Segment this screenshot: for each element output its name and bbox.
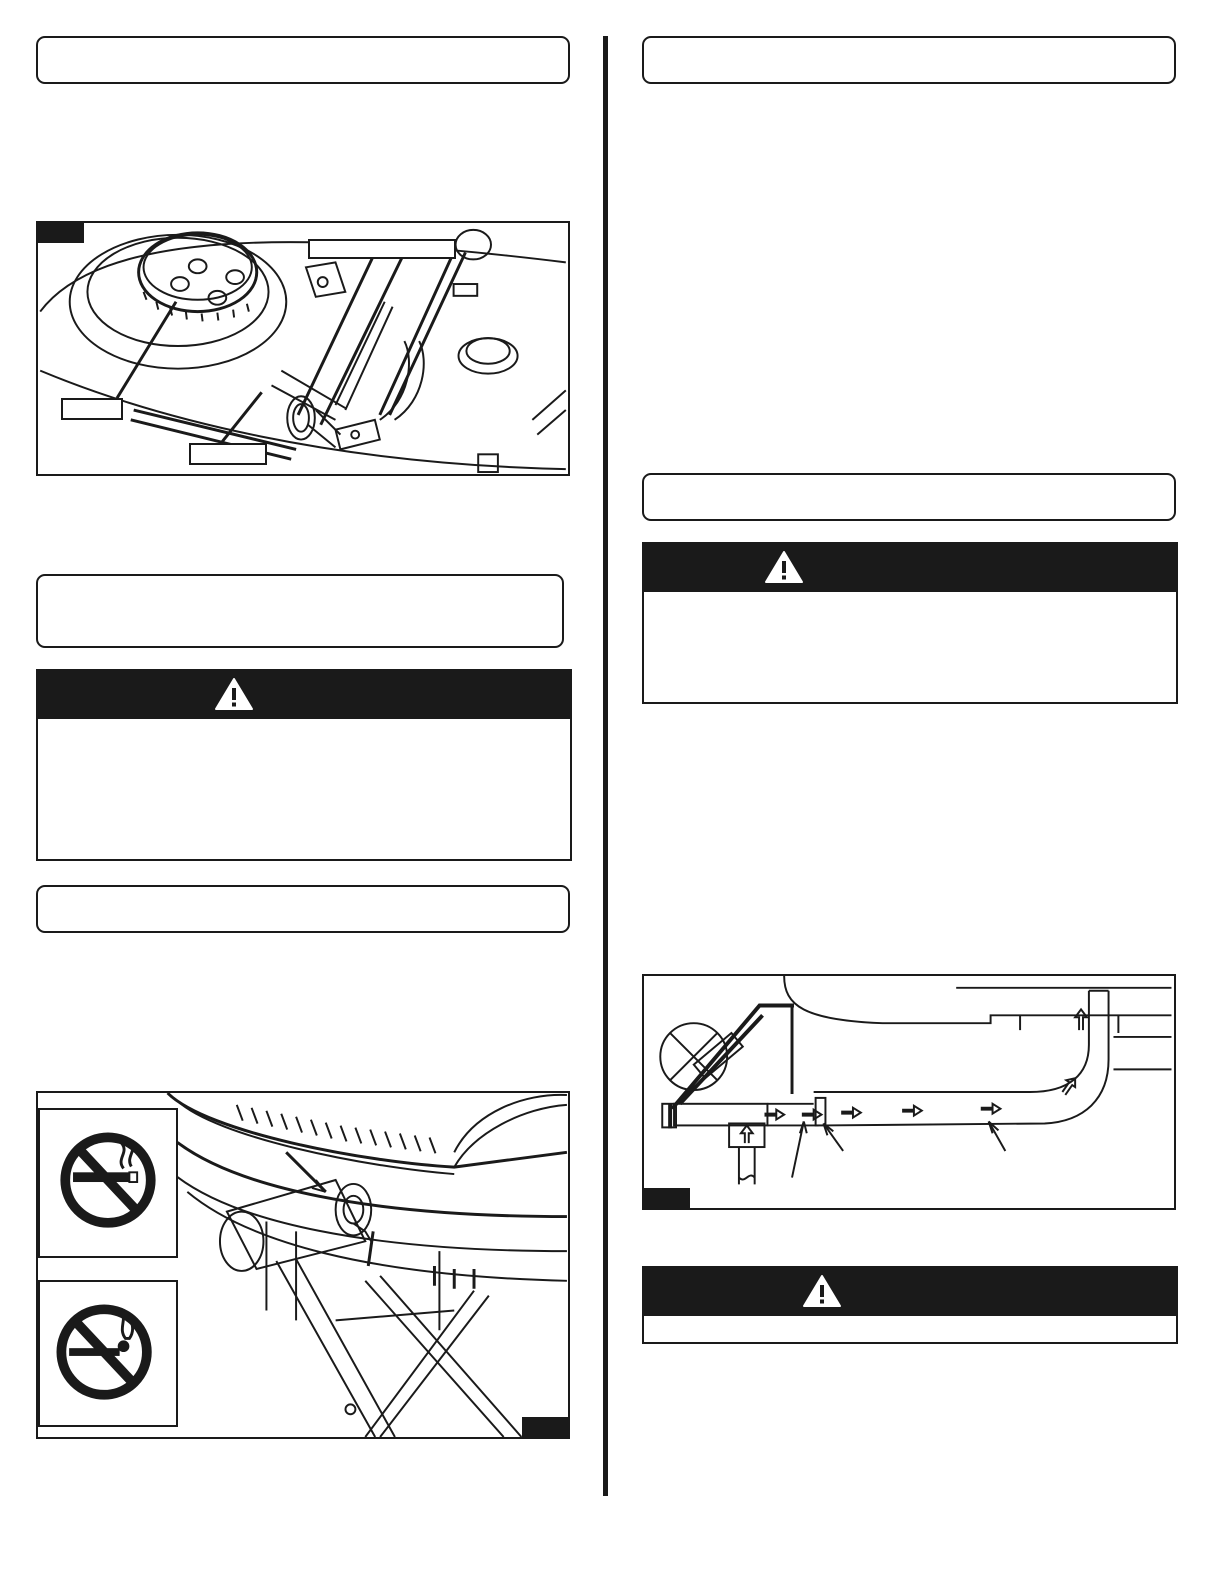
figure-gas-flow-diagram	[642, 974, 1176, 1210]
section-header-4	[642, 36, 1176, 84]
callout-label-burner	[61, 398, 123, 420]
figure-cylinder-connection	[36, 1091, 570, 1439]
section-header-5	[642, 473, 1176, 521]
callout-label-venturi	[189, 443, 267, 465]
gas-flow-illustration	[644, 976, 1174, 1208]
warning-box-2	[642, 542, 1178, 704]
callout-label-control-valve	[308, 239, 456, 259]
warning-triangle-icon	[214, 677, 254, 711]
warning-box-3	[642, 1266, 1178, 1344]
figure-1-tab	[38, 223, 84, 243]
figure-2-tab	[522, 1417, 568, 1437]
section-header-3	[36, 885, 570, 933]
no-open-flame-icon	[40, 1282, 176, 1425]
section-header-1	[36, 36, 570, 84]
no-smoking-symbol-box	[38, 1108, 178, 1258]
warning-box-3-banner	[644, 1268, 1176, 1316]
section-header-2	[36, 574, 564, 648]
warning-triangle-icon	[802, 1274, 842, 1308]
no-smoking-icon	[40, 1110, 176, 1256]
no-open-flame-symbol-box	[38, 1280, 178, 1427]
column-divider	[603, 36, 608, 1496]
figure-burner-assembly	[36, 221, 570, 476]
warning-box-1-banner	[38, 671, 570, 719]
figure-3-tab	[644, 1188, 690, 1208]
burner-assembly-illustration	[38, 223, 568, 474]
warning-box-1	[36, 669, 572, 861]
warning-triangle-icon	[764, 550, 804, 584]
warning-box-2-banner	[644, 544, 1176, 592]
